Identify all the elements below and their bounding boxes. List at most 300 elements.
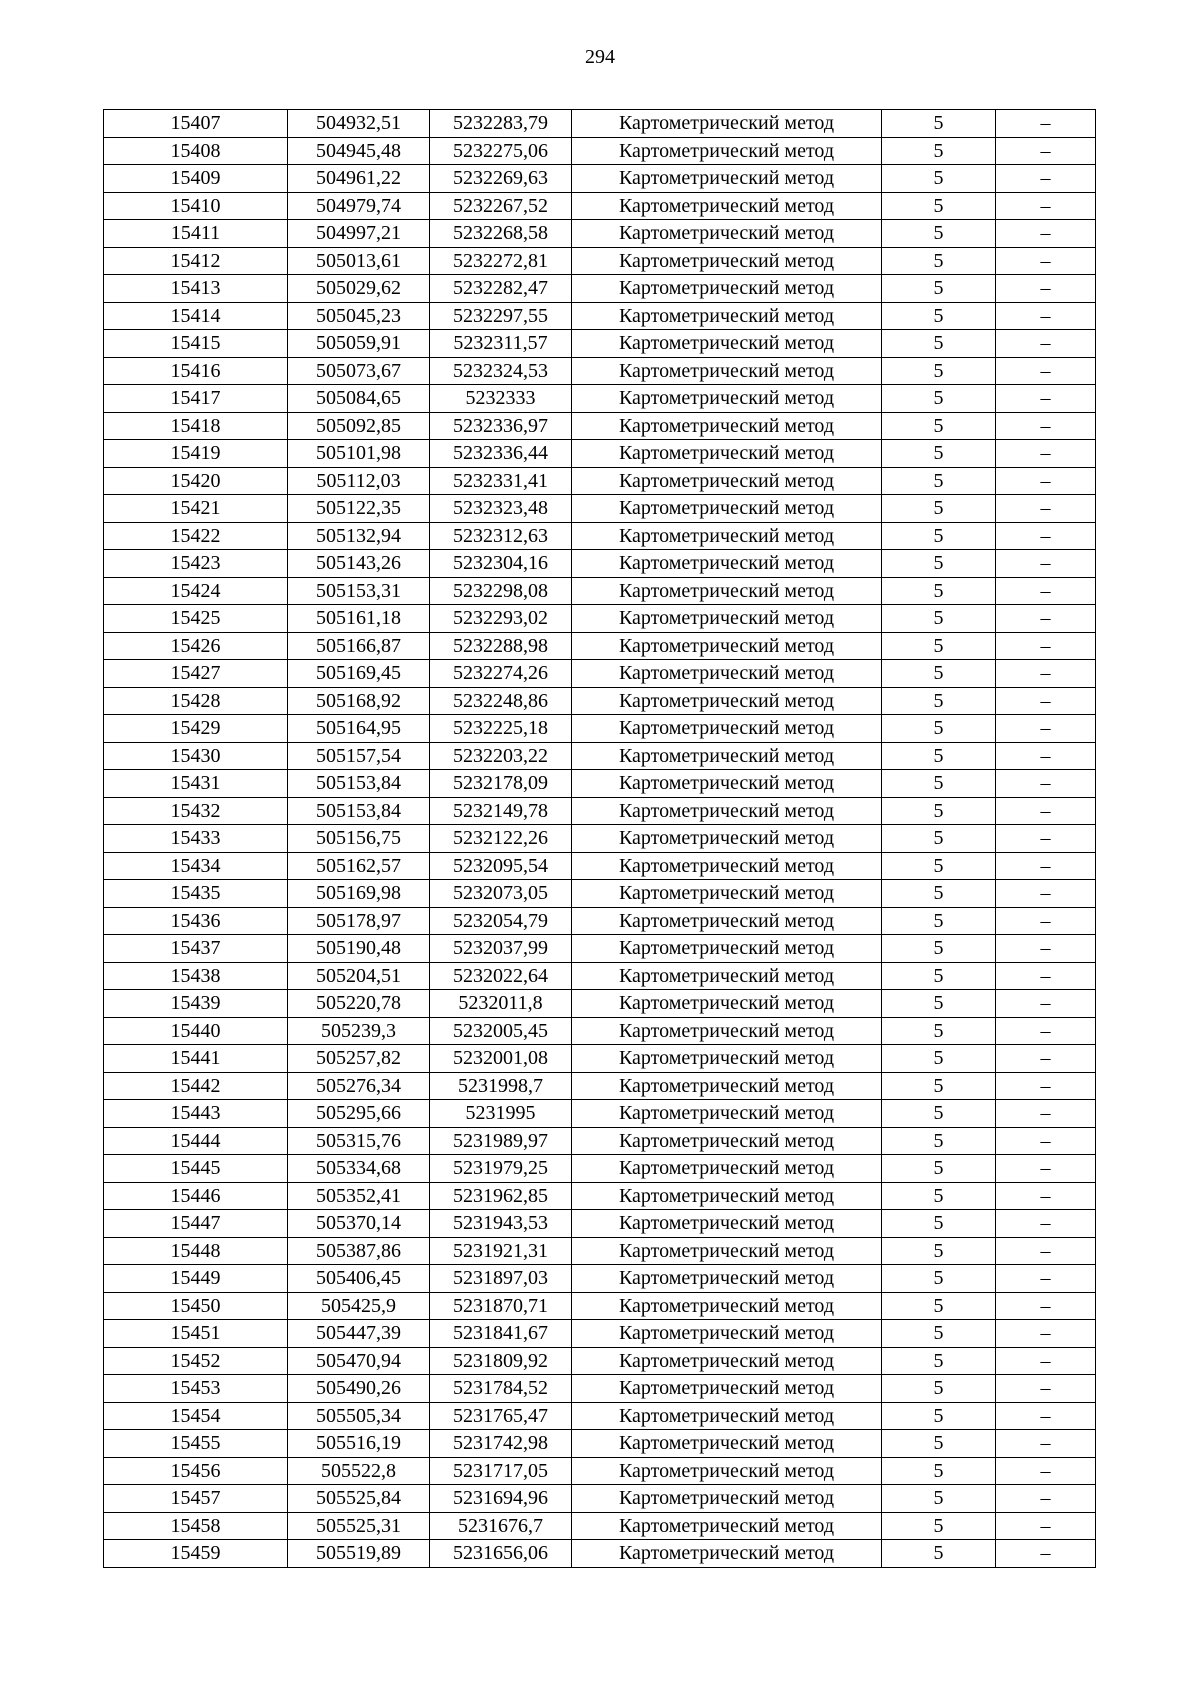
y-coordinate-cell: 5232312,63 [430,522,572,550]
accuracy-cell: 5 [882,357,996,385]
table-row [104,577,1096,605]
y-coordinate-cell: 5232324,53 [430,357,572,385]
note-cell: – [996,1402,1096,1430]
y-coordinate-cell: 5231717,05 [430,1457,572,1485]
table-row [104,1017,1096,1045]
method-cell: Картометрический метод [572,275,882,303]
x-coordinate-cell: 505204,51 [288,962,430,990]
accuracy-cell: 5 [882,385,996,413]
x-coordinate-cell: 505013,61 [288,247,430,275]
method-cell: Картометрический метод [572,1100,882,1128]
accuracy-cell: 5 [882,990,996,1018]
method-cell: Картометрический метод [572,1072,882,1100]
x-coordinate-cell: 505169,98 [288,880,430,908]
table-row [104,660,1096,688]
y-coordinate-cell: 5232282,47 [430,275,572,303]
method-cell: Картометрический метод [572,770,882,798]
method-cell: Картометрический метод [572,1430,882,1458]
note-cell: – [996,715,1096,743]
point-number-cell: 15447 [104,1210,288,1238]
point-number-cell: 15454 [104,1402,288,1430]
table-row [104,797,1096,825]
point-number-cell: 15414 [104,302,288,330]
point-number-cell: 15443 [104,1100,288,1128]
table-row [104,1072,1096,1100]
table-row [104,165,1096,193]
x-coordinate-cell: 505169,45 [288,660,430,688]
point-number-cell: 15459 [104,1540,288,1568]
table-row [104,1320,1096,1348]
y-coordinate-cell: 5232054,79 [430,907,572,935]
accuracy-cell: 5 [882,467,996,495]
y-coordinate-cell: 5231694,96 [430,1485,572,1513]
table-row [104,770,1096,798]
note-cell: – [996,852,1096,880]
table-row [104,1430,1096,1458]
accuracy-cell: 5 [882,605,996,633]
y-coordinate-cell: 5231765,47 [430,1402,572,1430]
method-cell: Картометрический метод [572,907,882,935]
accuracy-cell: 5 [882,412,996,440]
table-row [104,1457,1096,1485]
note-cell: – [996,165,1096,193]
table-row [104,1127,1096,1155]
method-cell: Картометрический метод [572,165,882,193]
x-coordinate-cell: 505166,87 [288,632,430,660]
note-cell: – [996,1045,1096,1073]
method-cell: Картометрический метод [572,852,882,880]
point-number-cell: 15412 [104,247,288,275]
point-number-cell: 15457 [104,1485,288,1513]
method-cell: Картометрический метод [572,495,882,523]
point-number-cell: 15429 [104,715,288,743]
y-coordinate-cell: 5232001,08 [430,1045,572,1073]
x-coordinate-cell: 505490,26 [288,1375,430,1403]
method-cell: Картометрический метод [572,880,882,908]
accuracy-cell: 5 [882,1210,996,1238]
x-coordinate-cell: 505525,84 [288,1485,430,1513]
method-cell: Картометрический метод [572,467,882,495]
y-coordinate-cell: 5231979,25 [430,1155,572,1183]
note-cell: – [996,330,1096,358]
point-number-cell: 15419 [104,440,288,468]
accuracy-cell: 5 [882,247,996,275]
note-cell: – [996,1320,1096,1348]
method-cell: Картометрический метод [572,660,882,688]
table-row [104,852,1096,880]
y-coordinate-cell: 5232149,78 [430,797,572,825]
point-number-cell: 15455 [104,1430,288,1458]
accuracy-cell: 5 [882,1320,996,1348]
note-cell: – [996,825,1096,853]
method-cell: Картометрический метод [572,247,882,275]
note-cell: – [996,962,1096,990]
accuracy-cell: 5 [882,962,996,990]
point-number-cell: 15453 [104,1375,288,1403]
x-coordinate-cell: 505257,82 [288,1045,430,1073]
point-number-cell: 15410 [104,192,288,220]
x-coordinate-cell: 505519,89 [288,1540,430,1568]
x-coordinate-cell: 505525,31 [288,1512,430,1540]
note-cell: – [996,440,1096,468]
accuracy-cell: 5 [882,577,996,605]
method-cell: Картометрический метод [572,440,882,468]
y-coordinate-cell: 5231870,71 [430,1292,572,1320]
table-row [104,825,1096,853]
y-coordinate-cell: 5231784,52 [430,1375,572,1403]
table-row [104,522,1096,550]
x-coordinate-cell: 505084,65 [288,385,430,413]
note-cell: – [996,412,1096,440]
x-coordinate-cell: 505059,91 [288,330,430,358]
table-row [104,357,1096,385]
accuracy-cell: 5 [882,1100,996,1128]
method-cell: Картометрический метод [572,1402,882,1430]
method-cell: Картометрический метод [572,1182,882,1210]
table-row [104,1265,1096,1293]
x-coordinate-cell: 505406,45 [288,1265,430,1293]
note-cell: – [996,1485,1096,1513]
table-row [104,192,1096,220]
note-cell: – [996,1210,1096,1238]
x-coordinate-cell: 505073,67 [288,357,430,385]
x-coordinate-cell: 505425,9 [288,1292,430,1320]
method-cell: Картометрический метод [572,1045,882,1073]
table-row [104,990,1096,1018]
y-coordinate-cell: 5232248,86 [430,687,572,715]
method-cell: Картометрический метод [572,687,882,715]
note-cell: – [996,660,1096,688]
method-cell: Картометрический метод [572,632,882,660]
point-number-cell: 15439 [104,990,288,1018]
y-coordinate-cell: 5231998,7 [430,1072,572,1100]
point-number-cell: 15421 [104,495,288,523]
table-row [104,110,1096,138]
note-cell: – [996,275,1096,303]
method-cell: Картометрический метод [572,742,882,770]
accuracy-cell: 5 [882,1512,996,1540]
x-coordinate-cell: 505157,54 [288,742,430,770]
point-number-cell: 15407 [104,110,288,138]
method-cell: Картометрический метод [572,1265,882,1293]
accuracy-cell: 5 [882,137,996,165]
accuracy-cell: 5 [882,1265,996,1293]
x-coordinate-cell: 505190,48 [288,935,430,963]
table-row [104,1155,1096,1183]
method-cell: Картометрический метод [572,1375,882,1403]
note-cell: – [996,137,1096,165]
point-number-cell: 15444 [104,1127,288,1155]
table-row [104,1540,1096,1568]
table-row [104,137,1096,165]
method-cell: Картометрический метод [572,605,882,633]
accuracy-cell: 5 [882,825,996,853]
table-row [104,1375,1096,1403]
y-coordinate-cell: 5231921,31 [430,1237,572,1265]
accuracy-cell: 5 [882,1540,996,1568]
table-row [104,1347,1096,1375]
note-cell: – [996,990,1096,1018]
x-coordinate-cell: 504945,48 [288,137,430,165]
y-coordinate-cell: 5232272,81 [430,247,572,275]
page-number: 294 [585,46,615,68]
table-row [104,687,1096,715]
note-cell: – [996,385,1096,413]
y-coordinate-cell: 5232297,55 [430,302,572,330]
method-cell: Картометрический метод [572,522,882,550]
y-coordinate-cell: 5232268,58 [430,220,572,248]
table-row [104,1100,1096,1128]
x-coordinate-cell: 505295,66 [288,1100,430,1128]
accuracy-cell: 5 [882,192,996,220]
table-row [104,385,1096,413]
y-coordinate-cell: 5232298,08 [430,577,572,605]
y-coordinate-cell: 5232022,64 [430,962,572,990]
x-coordinate-cell: 505156,75 [288,825,430,853]
note-cell: – [996,192,1096,220]
y-coordinate-cell: 5231676,7 [430,1512,572,1540]
y-coordinate-cell: 5232178,09 [430,770,572,798]
point-number-cell: 15432 [104,797,288,825]
note-cell: – [996,1182,1096,1210]
x-coordinate-cell: 505239,3 [288,1017,430,1045]
method-cell: Картометрический метод [572,1210,882,1238]
point-number-cell: 15458 [104,1512,288,1540]
point-number-cell: 15416 [104,357,288,385]
note-cell: – [996,1237,1096,1265]
x-coordinate-cell: 505516,19 [288,1430,430,1458]
x-coordinate-cell: 505153,84 [288,797,430,825]
point-number-cell: 15423 [104,550,288,578]
table-row [104,632,1096,660]
note-cell: – [996,220,1096,248]
table-row [104,412,1096,440]
note-cell: – [996,247,1096,275]
x-coordinate-cell: 505178,97 [288,907,430,935]
note-cell: – [996,110,1096,138]
method-cell: Картометрический метод [572,1237,882,1265]
coordinates-table [103,109,1096,1568]
accuracy-cell: 5 [882,770,996,798]
coordinates-table-body [104,110,1096,1568]
x-coordinate-cell: 505334,68 [288,1155,430,1183]
point-number-cell: 15409 [104,165,288,193]
x-coordinate-cell: 505505,34 [288,1402,430,1430]
x-coordinate-cell: 505029,62 [288,275,430,303]
accuracy-cell: 5 [882,330,996,358]
y-coordinate-cell: 5232331,41 [430,467,572,495]
point-number-cell: 15446 [104,1182,288,1210]
accuracy-cell: 5 [882,220,996,248]
method-cell: Картометрический метод [572,1485,882,1513]
accuracy-cell: 5 [882,1072,996,1100]
point-number-cell: 15438 [104,962,288,990]
point-number-cell: 15431 [104,770,288,798]
accuracy-cell: 5 [882,302,996,330]
method-cell: Картометрический метод [572,385,882,413]
accuracy-cell: 5 [882,110,996,138]
point-number-cell: 15413 [104,275,288,303]
y-coordinate-cell: 5231742,98 [430,1430,572,1458]
y-coordinate-cell: 5231989,97 [430,1127,572,1155]
table-row [104,302,1096,330]
table-row [104,220,1096,248]
x-coordinate-cell: 504997,21 [288,220,430,248]
y-coordinate-cell: 5232336,97 [430,412,572,440]
y-coordinate-cell: 5232333 [430,385,572,413]
x-coordinate-cell: 505315,76 [288,1127,430,1155]
x-coordinate-cell: 505153,84 [288,770,430,798]
accuracy-cell: 5 [882,1430,996,1458]
x-coordinate-cell: 505522,8 [288,1457,430,1485]
note-cell: – [996,467,1096,495]
table-row [104,330,1096,358]
point-number-cell: 15452 [104,1347,288,1375]
x-coordinate-cell: 505352,41 [288,1182,430,1210]
note-cell: – [996,1375,1096,1403]
note-cell: – [996,1512,1096,1540]
y-coordinate-cell: 5232073,05 [430,880,572,908]
x-coordinate-cell: 505122,35 [288,495,430,523]
method-cell: Картометрический метод [572,110,882,138]
y-coordinate-cell: 5231995 [430,1100,572,1128]
method-cell: Картометрический метод [572,550,882,578]
x-coordinate-cell: 505164,95 [288,715,430,743]
table-row [104,275,1096,303]
note-cell: – [996,1457,1096,1485]
point-number-cell: 15449 [104,1265,288,1293]
x-coordinate-cell: 504979,74 [288,192,430,220]
point-number-cell: 15451 [104,1320,288,1348]
y-coordinate-cell: 5232267,52 [430,192,572,220]
y-coordinate-cell: 5231897,03 [430,1265,572,1293]
accuracy-cell: 5 [882,1017,996,1045]
y-coordinate-cell: 5232288,98 [430,632,572,660]
point-number-cell: 15442 [104,1072,288,1100]
x-coordinate-cell: 505447,39 [288,1320,430,1348]
x-coordinate-cell: 505370,14 [288,1210,430,1238]
method-cell: Картометрический метод [572,1127,882,1155]
method-cell: Картометрический метод [572,1347,882,1375]
x-coordinate-cell: 505143,26 [288,550,430,578]
note-cell: – [996,1155,1096,1183]
note-cell: – [996,770,1096,798]
note-cell: – [996,907,1096,935]
note-cell: – [996,1430,1096,1458]
accuracy-cell: 5 [882,522,996,550]
point-number-cell: 15425 [104,605,288,633]
table-row [104,440,1096,468]
table-row [104,495,1096,523]
y-coordinate-cell: 5231962,85 [430,1182,572,1210]
x-coordinate-cell: 505101,98 [288,440,430,468]
note-cell: – [996,522,1096,550]
note-cell: – [996,935,1096,963]
x-coordinate-cell: 505387,86 [288,1237,430,1265]
y-coordinate-cell: 5232005,45 [430,1017,572,1045]
point-number-cell: 15426 [104,632,288,660]
accuracy-cell: 5 [882,660,996,688]
accuracy-cell: 5 [882,1292,996,1320]
accuracy-cell: 5 [882,742,996,770]
y-coordinate-cell: 5232293,02 [430,605,572,633]
table-row [104,742,1096,770]
method-cell: Картометрический метод [572,1320,882,1348]
x-coordinate-cell: 505092,85 [288,412,430,440]
method-cell: Картометрический метод [572,1512,882,1540]
note-cell: – [996,302,1096,330]
table-row [104,907,1096,935]
table-row [104,1402,1096,1430]
x-coordinate-cell: 505132,94 [288,522,430,550]
method-cell: Картометрический метод [572,357,882,385]
point-number-cell: 15450 [104,1292,288,1320]
note-cell: – [996,1265,1096,1293]
point-number-cell: 15435 [104,880,288,908]
point-number-cell: 15424 [104,577,288,605]
note-cell: – [996,1292,1096,1320]
accuracy-cell: 5 [882,440,996,468]
note-cell: – [996,1347,1096,1375]
note-cell: – [996,687,1096,715]
note-cell: – [996,797,1096,825]
method-cell: Картометрический метод [572,935,882,963]
accuracy-cell: 5 [882,1155,996,1183]
note-cell: – [996,1127,1096,1155]
table-row [104,1292,1096,1320]
y-coordinate-cell: 5232122,26 [430,825,572,853]
method-cell: Картометрический метод [572,797,882,825]
note-cell: – [996,605,1096,633]
table-row [104,1237,1096,1265]
y-coordinate-cell: 5232274,26 [430,660,572,688]
point-number-cell: 15445 [104,1155,288,1183]
y-coordinate-cell: 5232203,22 [430,742,572,770]
x-coordinate-cell: 505276,34 [288,1072,430,1100]
table-row [104,935,1096,963]
table-row [104,715,1096,743]
accuracy-cell: 5 [882,632,996,660]
point-number-cell: 15427 [104,660,288,688]
accuracy-cell: 5 [882,1182,996,1210]
table-row [104,1210,1096,1238]
table-row [104,550,1096,578]
method-cell: Картометрический метод [572,220,882,248]
note-cell: – [996,742,1096,770]
method-cell: Картометрический метод [572,412,882,440]
method-cell: Картометрический метод [572,1457,882,1485]
method-cell: Картометрический метод [572,1155,882,1183]
x-coordinate-cell: 504961,22 [288,165,430,193]
method-cell: Картометрический метод [572,192,882,220]
note-cell: – [996,1017,1096,1045]
x-coordinate-cell: 505162,57 [288,852,430,880]
note-cell: – [996,632,1096,660]
y-coordinate-cell: 5231943,53 [430,1210,572,1238]
note-cell: – [996,1540,1096,1568]
accuracy-cell: 5 [882,1457,996,1485]
y-coordinate-cell: 5232037,99 [430,935,572,963]
note-cell: – [996,550,1096,578]
x-coordinate-cell: 504932,51 [288,110,430,138]
method-cell: Картометрический метод [572,302,882,330]
accuracy-cell: 5 [882,1485,996,1513]
x-coordinate-cell: 505112,03 [288,467,430,495]
method-cell: Картометрический метод [572,990,882,1018]
point-number-cell: 15417 [104,385,288,413]
method-cell: Картометрический метод [572,715,882,743]
accuracy-cell: 5 [882,935,996,963]
